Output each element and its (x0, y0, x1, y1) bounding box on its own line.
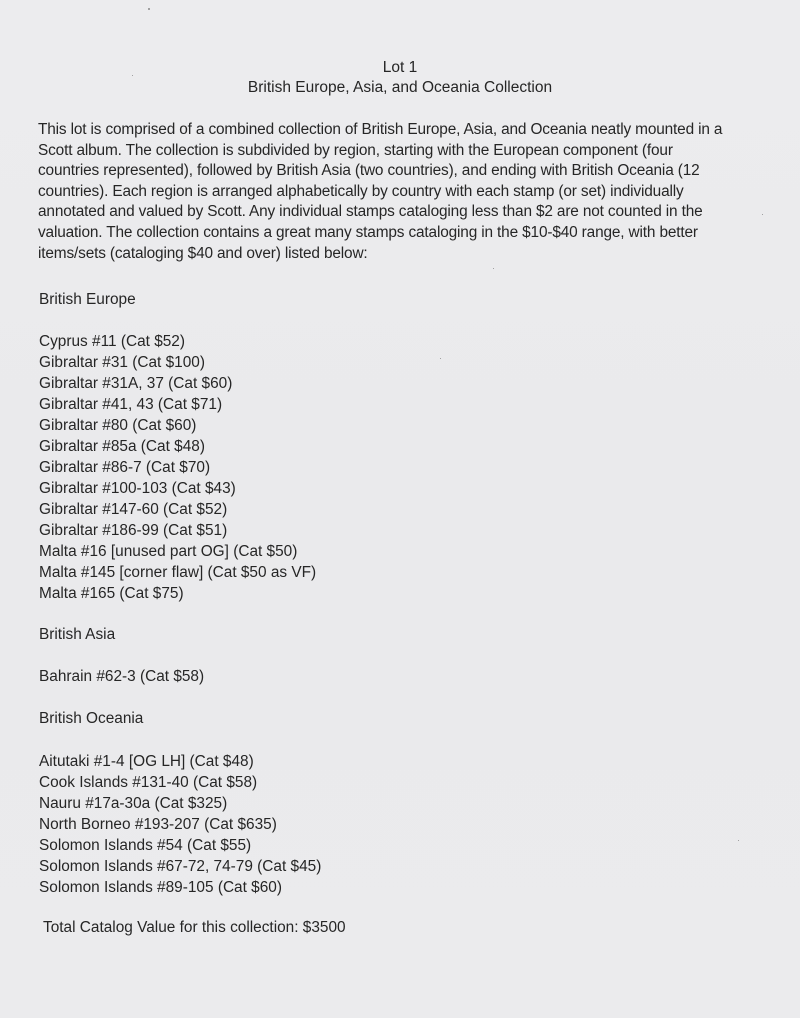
scan-speck (132, 75, 133, 76)
scan-speck (440, 358, 441, 359)
list-item: Gibraltar #86-7 (Cat $70) (39, 459, 211, 476)
list-item: Aitutaki #1-4 [OG LH] (Cat $48) (39, 753, 254, 770)
list-item: Gibraltar #31 (Cat $100) (39, 354, 205, 371)
item-list-british-asia (39, 666, 204, 687)
list-item: Cyprus #11 (Cat $52) (39, 333, 185, 350)
intro-paragraph (38, 120, 768, 264)
list-item: Bahrain #62-3 (Cat $58) (39, 668, 205, 685)
section-heading-british-europe: British Europe (39, 291, 136, 308)
list-item: Cook Islands #131-40 (Cat $58) (39, 774, 258, 791)
intro-line: valuation. The collection contains a great many stamps cataloging in the $10-$40 range, with better (38, 223, 698, 241)
list-item: Gibraltar #100-103 (Cat $43) (39, 480, 236, 497)
intro-line: Scott album. The collection is subdivided by region, starting with the European component (four (38, 141, 673, 159)
list-item: Gibraltar #41, 43 (Cat $71) (39, 396, 223, 413)
intro-line: countries). Each region is arranged alphabetically by country with each stamp (or set) individually (38, 182, 684, 200)
list-item: Gibraltar #147-60 (Cat $52) (39, 501, 228, 518)
list-item: Malta #16 [unused part OG] (Cat $50) (39, 543, 298, 560)
intro-line: This lot is comprised of a combined collection of British Europe, Asia, and Oceania neatly mounted in a (38, 121, 723, 138)
intro-line: annotated and valued by Scott. Any individual stamps cataloging less than $2 are not counted in the (38, 203, 703, 221)
list-item: Gibraltar #85a (Cat $48) (39, 438, 205, 455)
collection-title: British Europe, Asia, and Oceania Collection (247, 79, 553, 96)
scan-speck (493, 268, 494, 269)
section-heading-british-asia: British Asia (39, 626, 116, 643)
list-item: Gibraltar #186-99 (Cat $51) (39, 522, 228, 539)
list-item: Solomon Islands #67-72, 74-79 (Cat $45) (39, 858, 322, 875)
list-item: Solomon Islands #54 (Cat $55) (39, 837, 252, 854)
intro-line: countries represented), followed by British Asia (two countries), and ending with British Oceania (12 (38, 162, 700, 180)
list-item: Solomon Islands #89-105 (Cat $60) (39, 879, 282, 896)
lot-label: Lot 1 (382, 59, 418, 76)
intro-line: items/sets (cataloging $40 and over) listed below: (38, 244, 368, 262)
section-heading-british-oceania: British Oceania (39, 710, 144, 727)
item-list-british-oceania (39, 751, 321, 898)
item-list-british-europe (39, 331, 316, 604)
scan-speck (148, 8, 150, 10)
total-catalog-value: Total Catalog Value for this collection: $3500 (43, 919, 346, 936)
scan-speck (738, 840, 739, 841)
list-item: Malta #165 (Cat $75) (39, 585, 184, 602)
list-item: Gibraltar #80 (Cat $60) (39, 417, 197, 434)
list-item: Nauru #17a-30a (Cat $325) (39, 795, 228, 812)
scan-speck (762, 214, 763, 215)
list-item: Gibraltar #31A, 37 (Cat $60) (39, 375, 233, 392)
list-item: Malta #145 [corner flaw] (Cat $50 as VF) (39, 564, 317, 581)
list-item: North Borneo #193-207 (Cat $635) (39, 816, 277, 833)
